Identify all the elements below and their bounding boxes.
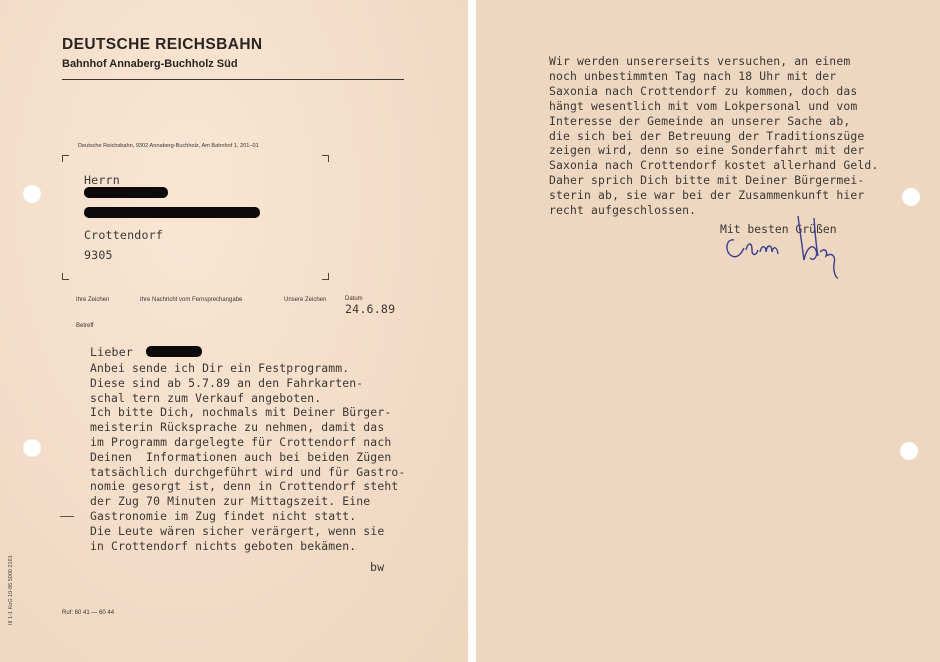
punch-hole-bottom [900, 442, 918, 460]
letter-body-page-2: Wir werden unsererseits versuchen, an einem noch unbestimmten Tag nach 18 Uhr mit der Saxonia nach Crottendorf zu kommen, doch das hängt wesentlich mit vom Lokpersonal und vom Interesse der Gemeinde an unserer Sache ab, die sich bei der Betreuung der Traditionszüge zeigen wird, denn so eine Sonderfahrt mit der Saxonia nach Crottendorf kostet allerhand Geld. Daher sprich Dich bitte mit Deiner Bürgermei- sterin ab, sie war bei der Zusammenkunft hier recht aufgeschlossen. [549, 54, 879, 218]
redacted-recipient-name [84, 187, 168, 198]
address-window-corner [322, 155, 329, 162]
recipient-salutation: Herrn [84, 173, 120, 187]
punch-hole-bottom [23, 439, 41, 457]
letter-date: 24.6.89 [345, 302, 396, 316]
redacted-recipient-street [84, 207, 260, 218]
punch-hole-top [902, 188, 920, 206]
letter-body-page-1: Anbei sende ich Dir ein Festprogramm. Diese sind ab 5.7.89 an den Fahrkarten- schal tern zum Verkauf angeboten. Ich bitte Dich, nochmals mit Deiner Bürger- meisterin Rücksprache zu nehmen, damit das im Programm dargelegte für Crottendorf nach Deinen Informationen auch bei beiden Zügen tatsächlich durchgeführt wird und für Gastro- nomie gesorgt ist, denn in Crottendorf steht der Zug 70 Minuten zur Mittagszeit. Eine Gastronomie im Zug findet nicht statt. Die Leute wären sicher verärgert, wenn sie in Crottendorf nichts geboten bekämen. [90, 361, 406, 553]
letterhead-rule [62, 79, 404, 80]
letter-page-1 [0, 0, 468, 662]
footer-phone: Ruf: 60 41 — 60 44 [62, 610, 115, 616]
letter-closing: Mit besten Grüßen [720, 222, 837, 236]
letterhead-organization: DEUTSCHE REICHSBAHN [62, 36, 263, 53]
address-window-corner [322, 273, 329, 280]
recipient-postcode: 9305 [84, 248, 113, 262]
side-print-code: III 1-1 KoG 10-86 5000 2161 [8, 555, 14, 625]
punch-hole-top [23, 185, 41, 203]
field-betreff: Betreff [76, 323, 94, 329]
address-window-corner [62, 273, 69, 280]
field-unsere-zeichen: Unsere Zeichen [284, 297, 327, 303]
letterhead-station: Bahnhof Annaberg-Buchholz Süd [62, 58, 238, 70]
handwritten-signature [720, 206, 860, 286]
field-ihre-nachricht: Ihre Nachricht vom Fernsprechangabe [140, 297, 243, 303]
letter-initials: bw [370, 560, 385, 574]
redacted-greeting-name [146, 346, 202, 357]
field-datum-label: Datum [345, 296, 363, 302]
recipient-city: Crottendorf [84, 228, 163, 242]
letter-greeting: Lieber [90, 345, 134, 359]
address-window-corner [62, 155, 69, 162]
sender-address-line: Deutsche Reichsbahn, 9302 Annaberg-Buchholz, Am Bahnhof 1, 201–01 [78, 143, 259, 149]
field-ihre-zeichen: Ihre Zeichen [76, 297, 110, 303]
fold-mark [60, 516, 74, 517]
